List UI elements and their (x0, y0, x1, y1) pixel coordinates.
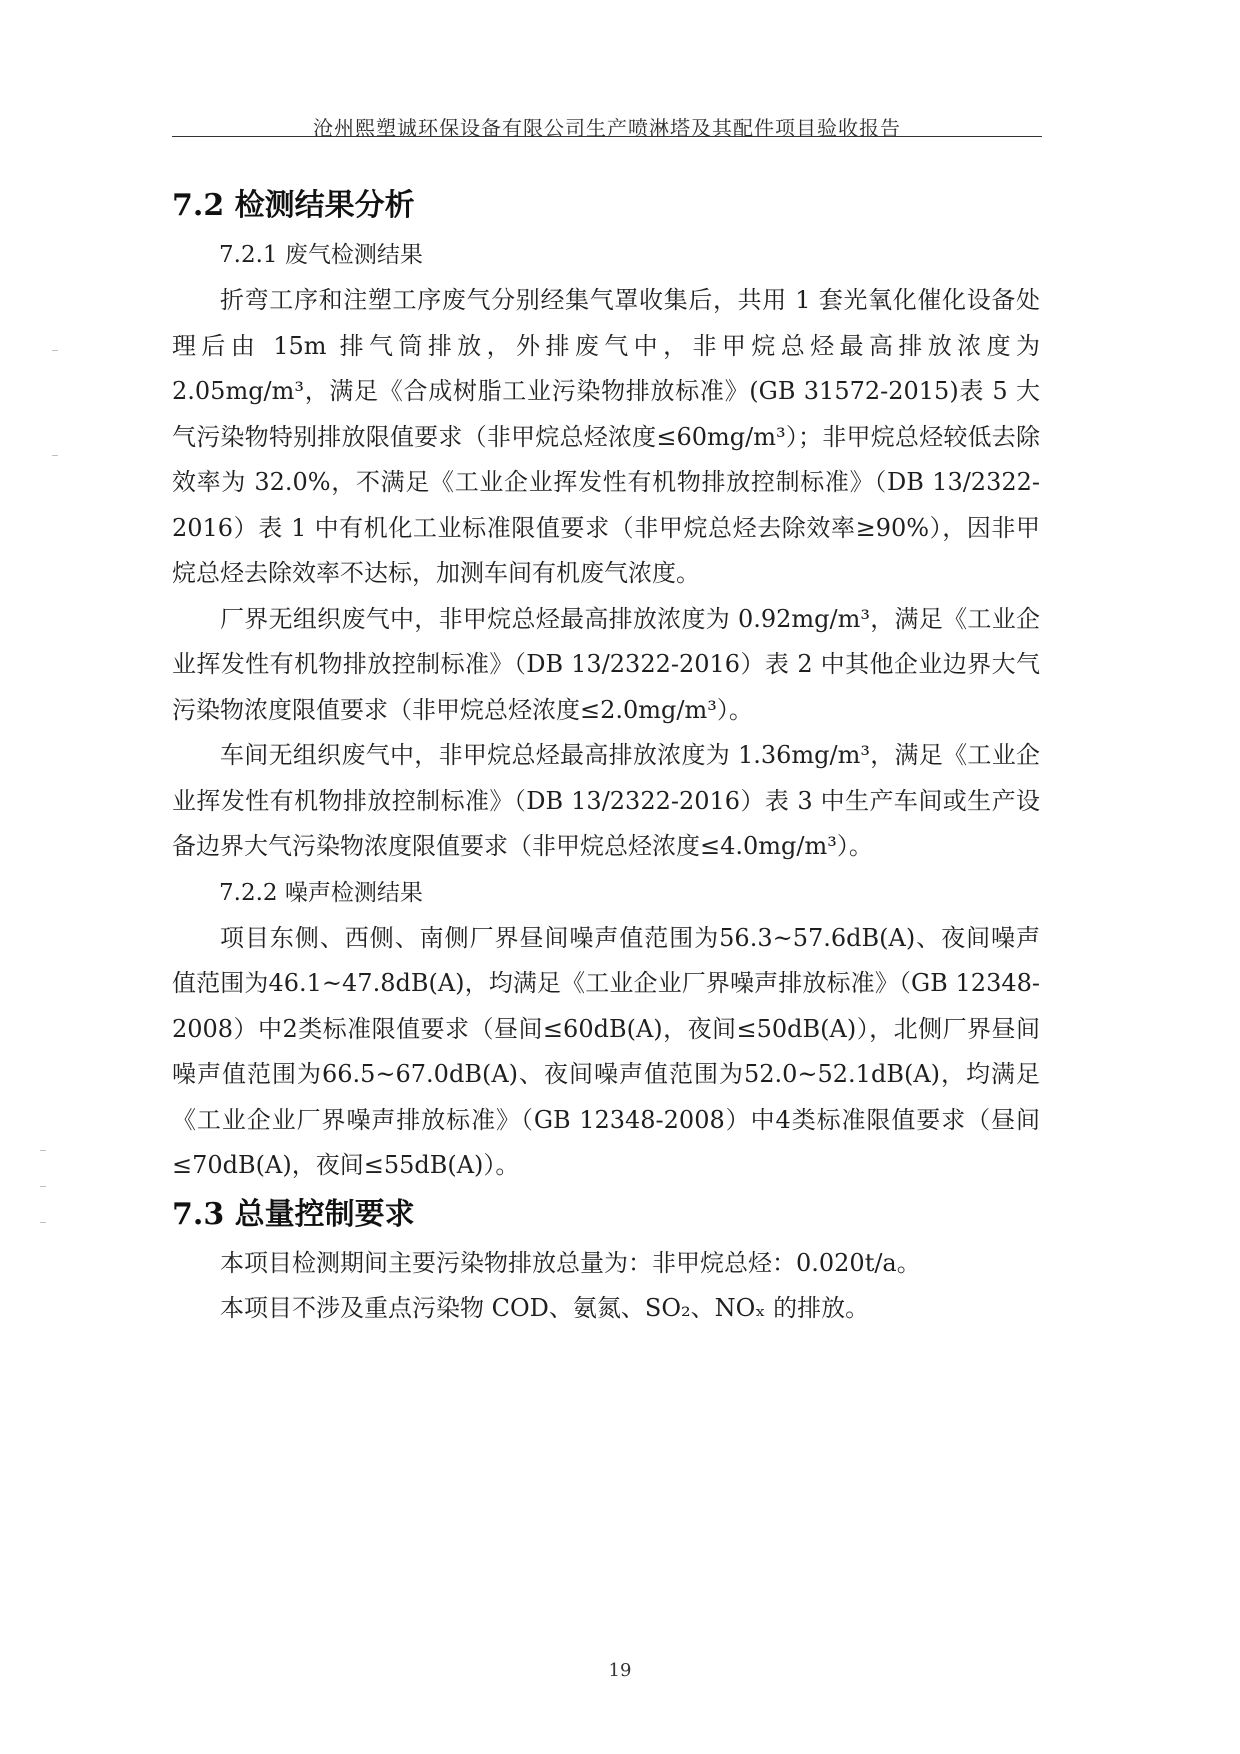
paragraph-boundary-fugitive: 厂界无组织废气中，非甲烷总烃最高排放浓度为 0.92mg/m³，满足《工业企业挥发性有机物排放控制标准》（DB 13/2322-2016）表 2 中其他企业边界大气污染物浓度限值要求（非甲烷总烃浓度≤2.0mg/m³）。 (172, 604, 1040, 724)
paragraph-exhaust-stack: 折弯工序和注塑工序废气分别经集气罩收集后，共用 1 套光氧化催化设备处理后由 15m 排气筒排放，外排废气中，非甲烷总烃最高排放浓度为 2.05mg/m³，满足《合成树脂工业污染物排放标准》(GB 31572-2015)表 5 大气污染物特别排放限值要求（非甲烷总烃浓度≤60mg/m³）；非甲烷总烃较低去除效率为 32.0%，不满足《工业企业挥发性有机物排放控制标准》（DB 13/2322-2016）表 1 中有机化工业标准限值要求（非甲烷总烃去除效率≥90%），因非甲烷总烃去除效率不达标，加测车间有机废气浓度。 (172, 286, 1040, 587)
section-heading-7-3: 7.3 总量控制要求 (172, 1196, 415, 1232)
scan-mark (40, 1186, 46, 1187)
paragraph-workshop-fugitive: 车间无组织废气中，非甲烷总烃最高排放浓度为 1.36mg/m³，满足《工业企业挥发性有机物排放控制标准》（DB 13/2322-2016）表 3 中生产车间或生产设备边界大气污染物浓度限值要求（非甲烷总烃浓度≤4.0mg/m³）。 (172, 741, 1040, 860)
scan-mark (40, 1222, 46, 1223)
paragraph-key-pollutants: 本项目不涉及重点污染物 COD、氨氮、SO₂、NOₓ 的排放。 (220, 1294, 870, 1322)
paragraph-total-emission: 本项目检测期间主要污染物排放总量为：非甲烷总烃：0.020t/a。 (220, 1248, 921, 1277)
header-rule (172, 136, 1042, 137)
scan-mark (52, 350, 58, 351)
document-body (172, 180, 1040, 1332)
scan-mark (40, 1150, 46, 1151)
subsection-heading-7-2-1: 7.2.1 废气检测结果 (219, 242, 423, 268)
section-heading-7-2: 7.2 检测结果分析 (172, 188, 415, 223)
paragraph-noise-results: 项目东侧、西侧、南侧厂界昼间噪声值范围为56.3~57.6dB(A)、夜间噪声值范围为46.1~47.8dB(A)，均满足《工业企业厂界噪声排放标准》（GB 12348-2008）中2类标准限值要求（昼间≤60dB(A)，夜间≤50dB(A)），北侧厂界昼间噪声值范围为66.5~67.0dB(A)、夜间噪声值范围为52.0~52.1dB(A)，均满足《工业企业厂界噪声排放标准》（GB 12348-2008）中4类标准限值要求（昼间≤70dB(A)，夜间≤55dB(A)）。 (172, 923, 1040, 1179)
subsection-heading-7-2-2: 7.2.2 噪声检测结果 (219, 879, 423, 906)
page-header-title: 沧州熙塑诚环保设备有限公司生产喷淋塔及其配件项目验收报告 (313, 116, 901, 140)
page-number: 19 (608, 1660, 632, 1681)
scan-mark (52, 455, 58, 456)
